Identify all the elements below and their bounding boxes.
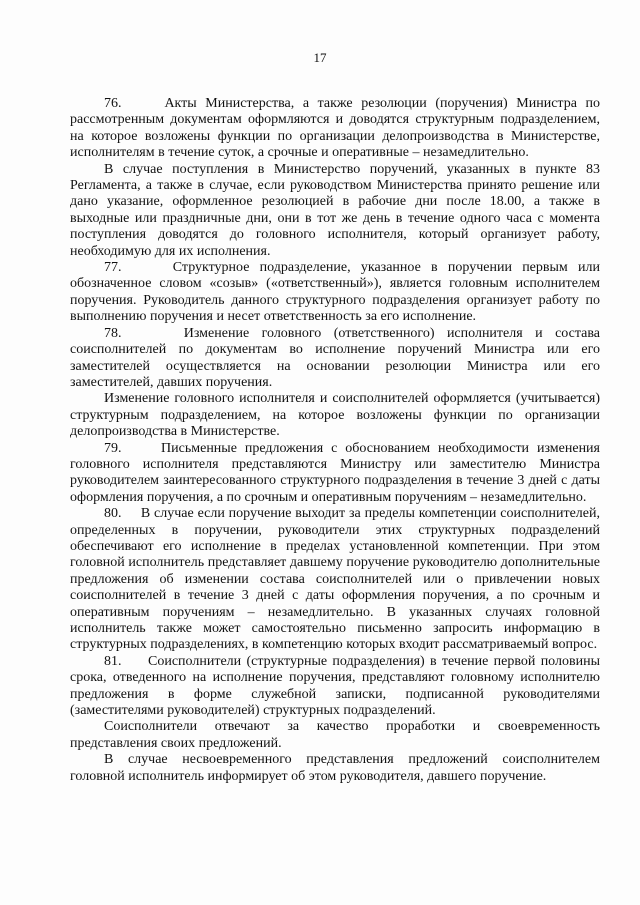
document-body [70, 96, 600, 785]
paragraph-81-continuation-2: В случае несвоевременного представления предложений соисполнителем головной исполнитель информирует об этом руководителя, давшего поручение. [70, 752, 600, 784]
paragraph-79: 79. Письменные предложения с обоснованием необходимости изменения головного исполнителя представляются Министру или заместителю Министра руководителем заинтересованного структурного подразделения в течение 3 дней с даты оформления поручения, а по срочным и оперативным поручениям – незамедлительно. [70, 440, 600, 505]
paragraph-81-continuation-1: Соисполнители отвечают за качество проработки и своевременность представления своих предложений. [70, 719, 600, 751]
paragraph-76-continuation: В случае поступления в Министерство поручений, указанных в пункте 83 Регламента, а также в случае, если руководством Министерства принято решение или дано указание, оформленное резолюцией в рабочие дни после 18.00, а также в выходные или праздничные дни, они в тот же день в течение одного часа с момента поступления доводятся до головного исполнителя, который организует работу, необходимую для их исполнения. [70, 161, 600, 259]
paragraph-78: 78. Изменение головного (ответственного) исполнителя и состава соисполнителей по документам во исполнение поручений Министра или его заместителей осуществляется на основании резолюции Министра или его заместителей, давших поручения. [70, 325, 600, 390]
page-number: 17 [313, 50, 327, 65]
paragraph-77: 77. Структурное подразделение, указанное в поручении первым или обозначенное словом «созыв» («ответственный»), является головным исполнителем поручения. Руководитель данного структурного подразделения организует работу по выполнению поручения и несет ответственность за его исполнение. [70, 260, 600, 325]
paragraph-78-continuation: Изменение головного исполнителя и соисполнителей оформляется (учитывается) структурным подразделением, на которое возложены функции по организации делопроизводства в Министерстве. [70, 391, 600, 440]
paragraph-81: 81. Соисполнители (структурные подразделения) в течение первой половины срока, отведенного на исполнение поручения, представляют головному исполнителю предложения в форме служебной записки, подписанной руководителями (заместителями руководителей) структурных подразделений. [70, 653, 600, 719]
paragraph-76: 76. Акты Министерства, а также резолюции (поручения) Министра по рассмотренным документам оформляются и доводятся структурным подразделением, на которое возложены функции по организации делопроизводства в Министерстве, исполнителям в течение суток, а срочные и оперативные – незамедлительно. [70, 96, 600, 161]
paragraph-80: 80. В случае если поручение выходит за пределы компетенции соисполнителей, определенных в поручении, руководители этих структурных подразделений обеспечивают его исполнение в пределах установленной компетенции. При этом головной исполнитель представляет давшему поручение руководителю дополнительные предложения об изменении состава соисполнителей или о привлечении новых соисполнителей в течение 3 дней с даты оформления поручения, а по срочным и оперативным поручениям – незамедлительно. В указанных случаях головной исполнитель также может самостоятельно письменно запросить информацию в структурных подразделениях, в компетенцию которых входит рассматриваемый вопрос. [70, 506, 600, 653]
